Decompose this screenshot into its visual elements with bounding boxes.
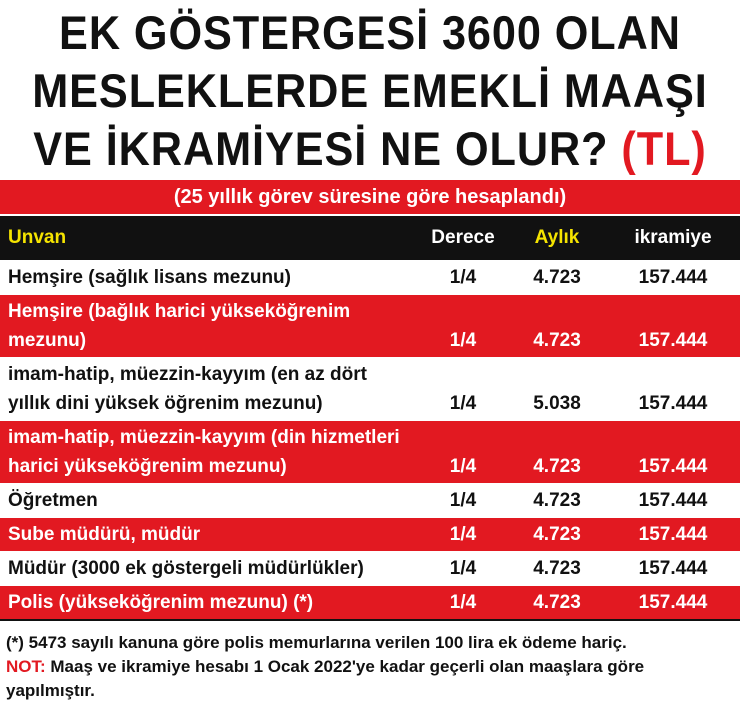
row-ikramiye: 157.444 <box>638 330 708 351</box>
footnotes <box>0 621 740 703</box>
table-header <box>0 216 740 260</box>
note-label: NOT: <box>6 657 46 676</box>
row-ikramiye: 157.444 <box>638 592 708 613</box>
row-derece: 1/4 <box>449 558 477 579</box>
row-ikramiye: 157.444 <box>638 393 708 414</box>
row-derece: 1/4 <box>449 267 477 288</box>
row-derece: 1/4 <box>449 592 477 613</box>
row-unvan: Hemşire (bağlık harici yükseköğrenim mezunu) <box>8 301 351 351</box>
title-unit: (TL) <box>621 122 707 175</box>
row-unvan: Müdür (3000 ek göstergeli müdürlükler) <box>8 558 364 579</box>
row-unvan: Hemşire (sağlık lisans mezunu) <box>8 267 291 288</box>
row-aylik: 4.723 <box>533 456 581 477</box>
row-unvan-line-1: imam-hatip, müezzin-kayyım (en az dört <box>8 364 367 385</box>
page-title <box>30 0 711 175</box>
row-derece: 1/4 <box>449 524 477 545</box>
row-ikramiye: 157.444 <box>638 456 708 477</box>
table-row <box>0 551 740 585</box>
table-row <box>0 420 740 483</box>
subtitle-banner: (25 yıllık görev süresine göre hesaplandı) <box>0 180 740 214</box>
title-line-2: MESLEKLERDE EMEKLİ MAAŞI <box>32 64 708 117</box>
row-aylik: 4.723 <box>533 558 581 579</box>
row-unvan: Sube müdürü, müdür <box>8 524 201 545</box>
row-unvan-line-1: imam-hatip, müezzin-kayyım (din hizmetleri <box>8 427 400 448</box>
row-ikramiye: 157.444 <box>638 490 708 511</box>
title-line-3-text: VE İKRAMİYESİ NE OLUR? <box>33 122 609 175</box>
row-ikramiye: 157.444 <box>638 267 708 288</box>
row-unvan: Öğretmen <box>8 490 98 511</box>
title-line-3 <box>30 120 711 178</box>
row-derece: 1/4 <box>449 456 477 477</box>
row-ikramiye: 157.444 <box>638 524 708 545</box>
table-body <box>0 260 740 621</box>
table-row <box>0 294 740 357</box>
note <box>6 655 734 703</box>
row-aylik: 4.723 <box>533 267 581 288</box>
table-row <box>0 483 740 517</box>
header-derece: Derece <box>431 227 495 248</box>
row-aylik: 4.723 <box>533 524 581 545</box>
title-line-1: EK GÖSTERGESİ 3600 OLAN <box>59 6 681 59</box>
row-aylik: 4.723 <box>533 490 581 511</box>
row-aylik: 4.723 <box>533 592 581 613</box>
footnote-police: (*) 5473 sayılı kanuna göre polis memurlarına verilen 100 lira ek ödeme hariç. <box>6 633 627 652</box>
note-text: Maaş ve ikramiye hesabı 1 Ocak 2022'ye kadar geçerli olan maaşlara göre yapılmıştır. <box>6 657 645 700</box>
row-unvan <box>0 358 418 420</box>
header-aylik: Aylık <box>534 227 580 248</box>
table-row <box>0 585 740 619</box>
row-aylik: 4.723 <box>533 330 581 351</box>
row-derece: 1/4 <box>449 393 477 414</box>
header-ikramiye: ikramiye <box>634 227 712 248</box>
header-unvan: Unvan <box>8 227 67 248</box>
row-unvan: Polis (yükseköğrenim mezunu) (*) <box>8 592 314 613</box>
row-unvan-line-2: yıllık dini yüksek öğrenim mezunu) <box>8 393 323 414</box>
table-row <box>0 260 740 294</box>
row-unvan <box>0 421 418 483</box>
row-unvan-line-2: harici yükseköğrenim mezunu) <box>8 456 287 477</box>
row-derece: 1/4 <box>449 490 477 511</box>
table-row <box>0 517 740 551</box>
row-ikramiye: 157.444 <box>638 558 708 579</box>
row-derece: 1/4 <box>449 330 477 351</box>
row-aylik: 5.038 <box>533 393 581 414</box>
table-row <box>0 357 740 420</box>
